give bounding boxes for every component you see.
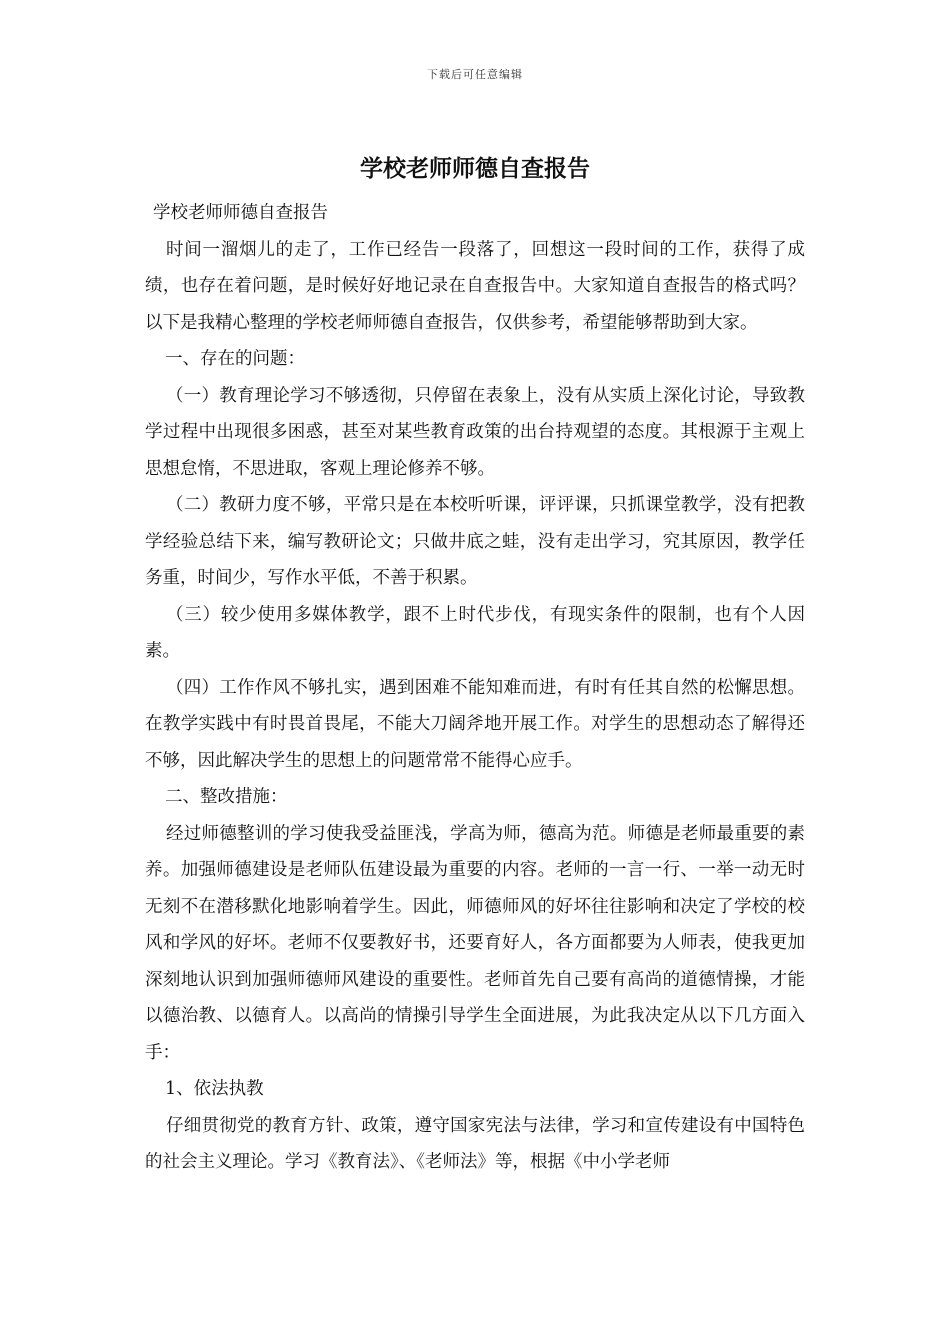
document-body	[145, 195, 805, 1181]
header-note: 下载后可任意编辑	[427, 68, 523, 81]
measure-heading-1: 1、依法执教	[165, 1079, 264, 1099]
problem-paragraph-1: （一）教育理论学习不够透彻，只停留在表象上，没有从实质上深化讨论，导致教学过程中出现很多困惑，甚至对某些教育政策的出台持观望的态度。其根源于主观上思想怠惰，不思进取，客观上理论修养不够。	[145, 385, 805, 479]
intro-paragraph: 时间一溜烟儿的走了，工作已经告一段落了，回想这一段时间的工作，获得了成绩，也存在着问题，是时候好好地记录在自查报告中。大家知道自查报告的格式吗？以下是我精心整理的学校老师师德自查报告，仅供参考，希望能够帮助到大家。	[145, 239, 805, 333]
document-title: 学校老师师德自查报告	[360, 155, 590, 182]
problem-paragraph-3: （三）较少使用多媒体教学，跟不上时代步伐，有现实条件的限制，也有个人因素。	[145, 604, 805, 661]
section-heading-measures: 二、整改措施：	[165, 787, 288, 807]
problem-paragraph-2: （二）教研力度不够，平常只是在本校听听课，评评课，只抓课堂教学，没有把教学经验总结下来，编写教研论文；只做井底之蛙，没有走出学习，究其原因，教学任务重，时间少，写作水平低，不善于积累。	[145, 495, 805, 588]
section-heading-problems: 一、存在的问题：	[165, 349, 305, 369]
document-subtitle: 学校老师师德自查报告	[153, 203, 328, 223]
problem-paragraph-4: （四）工作作风不够扎实，遇到困难不能知难而进，有时有任其自然的松懈思想。在教学实践中有时畏首畏尾，不能大刀阔斧地开展工作。对学生的思想动态了解得还不够，因此解决学生的思想上的问题常常不能得心应手。	[145, 677, 805, 771]
measure-paragraph-1: 仔细贯彻党的教育方针、政策，遵守国家宪法与法律，学习和宣传建设有中国特色的社会主义理论。学习《教育法》、《老师法》等，根据《中小学老师	[145, 1115, 805, 1172]
measures-intro-paragraph: 经过师德整训的学习使我受益匪浅，学高为师，德高为范。师德是老师最重要的素养。加强师德建设是老师队伍建设最为重要的内容。老师的一言一行、一举一动无时无刻不在潜移默化地影响着学生。因此，师德师风的好坏往往影响和决定了学校的校风和学风的好坏。老师不仅要教好书，还要育好人，各方面都要为人师表，使我更加深刻地认识到加强师德师风建设的重要性。老师首先自己要有高尚的道德情操，才能以德治教、以德育人。以高尚的情操引导学生全面进展，为此我决定从以下几方面入手：	[145, 823, 805, 1063]
